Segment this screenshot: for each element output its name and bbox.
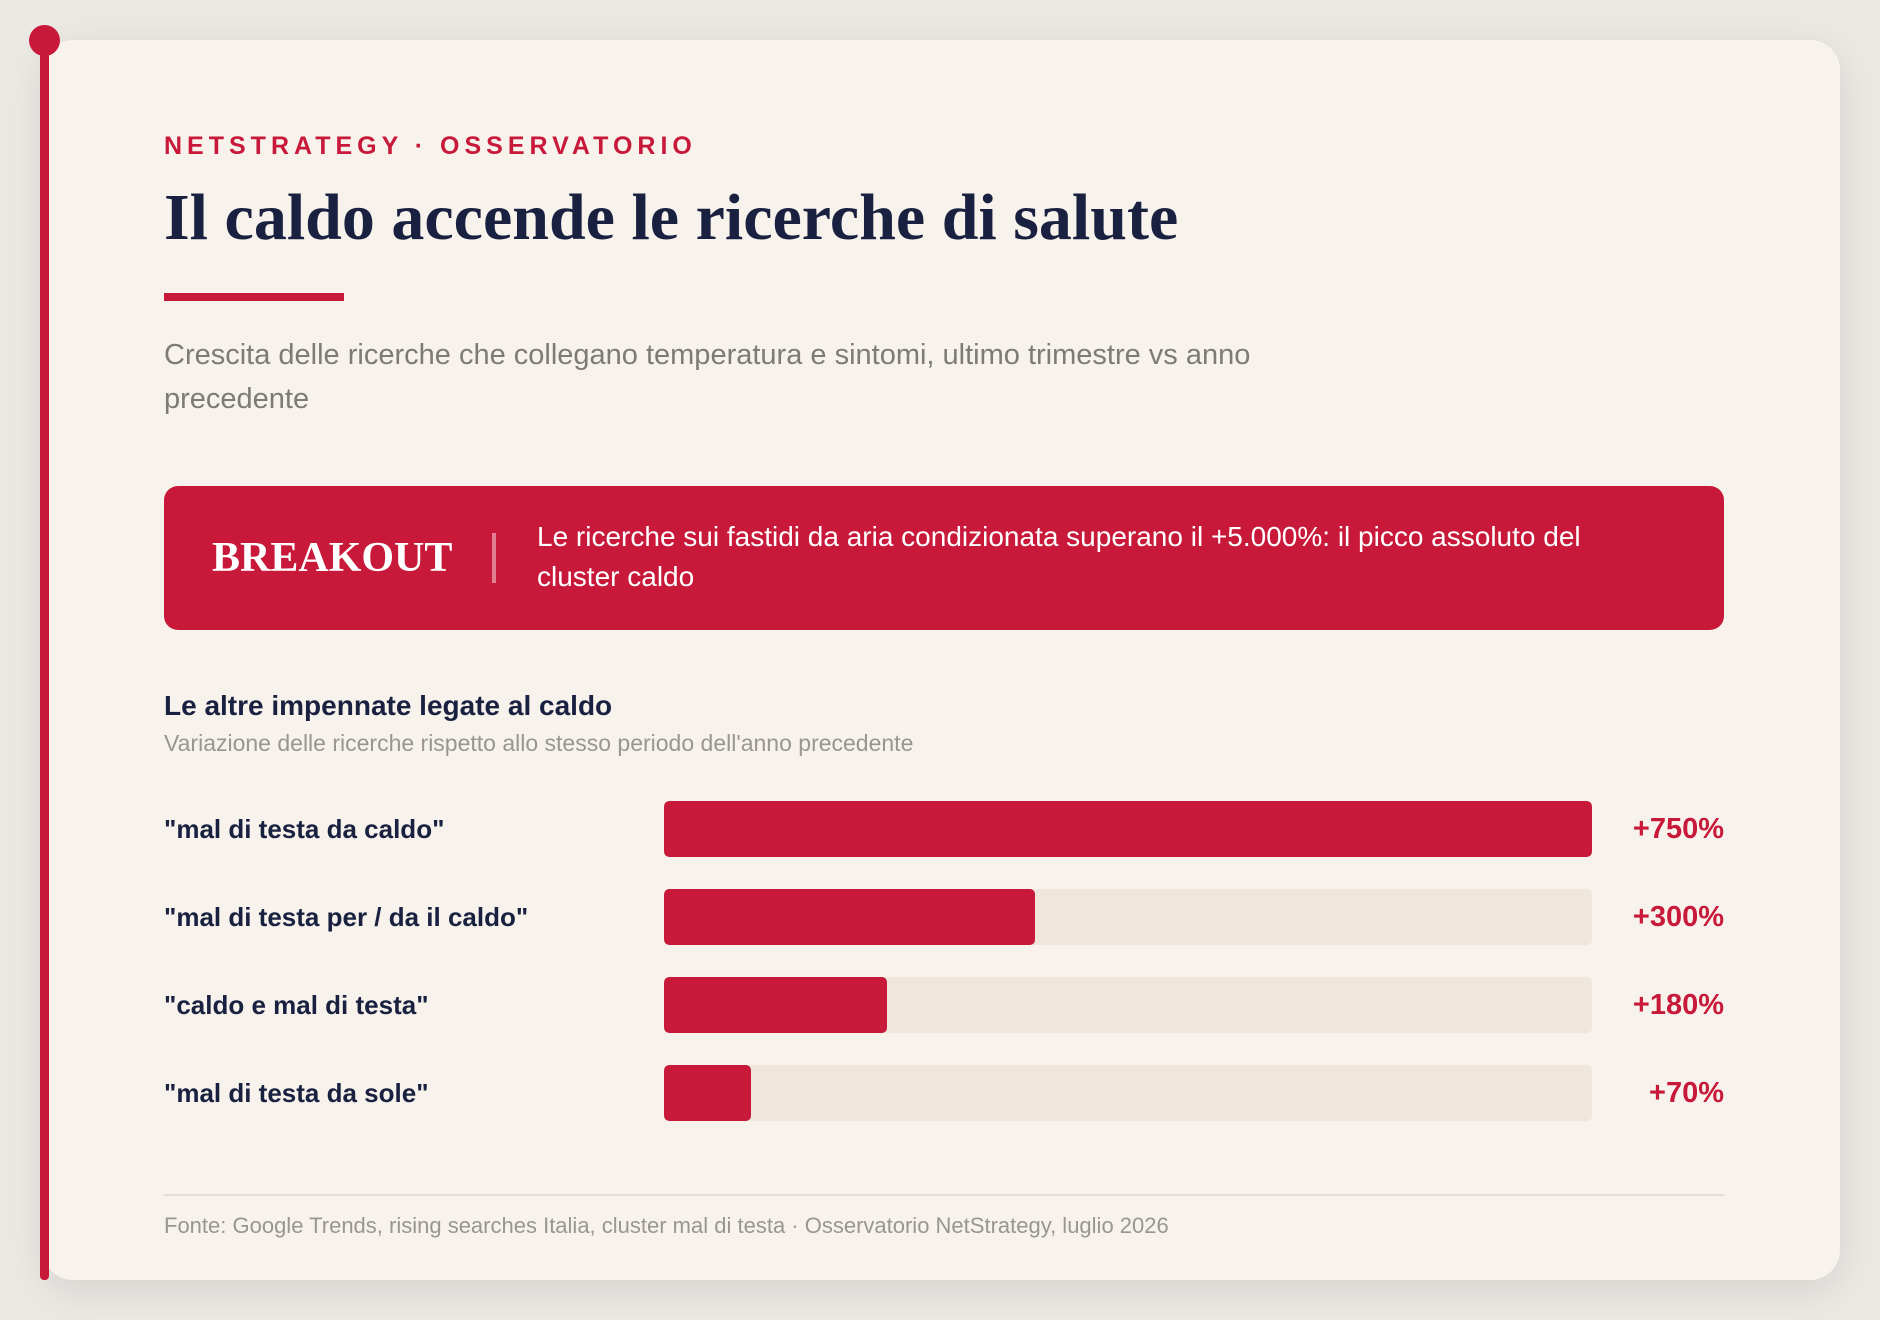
bar-fill [664, 1065, 751, 1121]
bar-category-label: "caldo e mal di testa" [164, 990, 429, 1020]
breakout-banner [164, 486, 1724, 630]
accent-timeline-bar [40, 40, 49, 1280]
eyebrow-label: NETSTRATEGY · OSSERVATORIO [164, 132, 697, 160]
bar-track [664, 1065, 1592, 1121]
bar-fill [664, 977, 887, 1033]
bar-value-label: +70% [1649, 1077, 1724, 1109]
bar-track [664, 977, 1592, 1033]
footer-divider [164, 1194, 1724, 1196]
bar-row [164, 801, 1724, 857]
bar-track [664, 889, 1592, 945]
bar-value-label: +180% [1632, 989, 1724, 1021]
bar-category-label: "mal di testa da sole" [164, 1078, 429, 1108]
breakout-tag: BREAKOUT [212, 535, 453, 581]
breakout-text: Le ricerche sui fastidi da aria condizionata superano il +5.000%: il picco assoluto del cluster caldo [537, 521, 1581, 592]
bar-value-label: +300% [1632, 901, 1724, 933]
bar-row [164, 977, 1724, 1033]
bar-row [164, 1065, 1724, 1121]
page-title: Il caldo accende le ricerche di salute [164, 181, 1179, 254]
bar-track [664, 801, 1592, 857]
chart-title: Le altre impennate legate al caldo [164, 690, 613, 721]
bar-value-label: +750% [1632, 813, 1724, 845]
bar-fill [664, 801, 1592, 857]
page-subtitle: Crescita delle ricerche che collegano temperatura e sintomi, ultimo trimestre vs anno precedente [164, 339, 1251, 415]
banner-divider [492, 533, 496, 583]
chart-subtitle: Variazione delle ricerche rispetto allo stesso periodo dell'anno precedente [164, 730, 914, 756]
bar-row [164, 889, 1724, 945]
source-note: Fonte: Google Trends, rising searches Italia, cluster mal di testa · Osservatorio NetStrategy, luglio 2026 [164, 1213, 1169, 1238]
bar-category-label: "mal di testa per / da il caldo" [164, 902, 529, 932]
accent-timeline-dot [29, 25, 60, 56]
bar-fill [664, 889, 1035, 945]
title-underline [164, 293, 344, 301]
bar-category-label: "mal di testa da caldo" [164, 814, 445, 844]
